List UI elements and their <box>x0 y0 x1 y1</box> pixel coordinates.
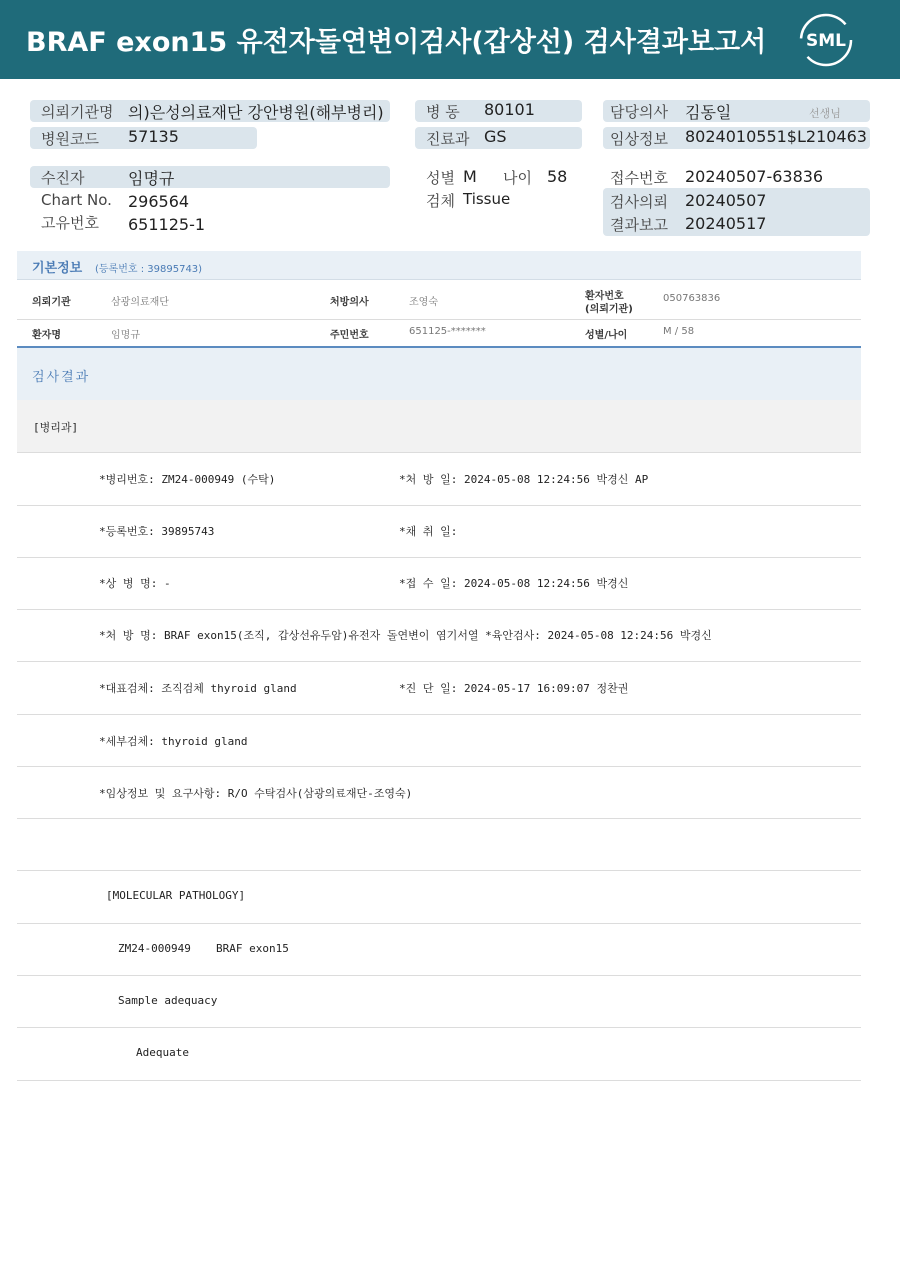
unique-label: 고유번호 <box>41 214 99 232</box>
doctor-label: 담당의사 <box>610 103 668 121</box>
mol-case-number: ZM24-000949 <box>118 942 191 955</box>
sml-logo <box>798 12 854 68</box>
patient-name-label: 환자명 <box>32 330 61 341</box>
result-row-3-right: *접 수 일: 2024-05-08 12:24:56 박경신 <box>399 577 629 590</box>
receipt-value: 20240507-63836 <box>685 167 824 186</box>
basic-institution-value: 삼광의료재단 <box>111 297 169 308</box>
request-value: 20240507 <box>685 191 767 210</box>
result-row-1-left: *병리번호: ZM24-000949 (수탁) <box>99 473 276 486</box>
rrn-value: 651125-******* <box>409 326 486 337</box>
clinical-value: 8024010551$L210463 <box>685 127 867 146</box>
results-title: 검사결과 <box>32 370 91 385</box>
report-label: 결과보고 <box>610 216 668 234</box>
result-row-5-left: *대표검체: 조직검체 thyroid gland <box>99 682 297 695</box>
institution-label: 의뢰기관명 <box>41 103 114 121</box>
unique-value: 651125-1 <box>128 215 206 234</box>
receipt-label: 접수번호 <box>610 169 668 187</box>
age-label: 나이 <box>503 169 532 187</box>
dept-band <box>17 400 861 453</box>
result-divider <box>17 609 861 610</box>
sample-adequacy-value: Adequate <box>136 1046 189 1059</box>
result-row-2-right: *채 취 일: <box>399 525 458 538</box>
dept-label: 진료과 <box>426 130 470 148</box>
result-divider <box>17 766 861 767</box>
hospital-code-value: 57135 <box>128 127 179 146</box>
specimen-label: 검체 <box>426 192 455 210</box>
request-label: 검사의뢰 <box>610 193 668 211</box>
doctor-suffix: 선생님 <box>809 107 841 120</box>
result-divider <box>17 1080 861 1081</box>
result-divider <box>17 975 861 976</box>
result-row-2-left: *등록번호: 39895743 <box>99 525 215 538</box>
basic-institution-label: 의뢰기관 <box>32 297 71 308</box>
result-row-1-right: *처 방 일: 2024-05-08 12:24:56 박경신 AP <box>399 473 649 486</box>
result-row-3-left: *상 병 명: - <box>99 577 171 590</box>
sex-value: M <box>463 167 477 186</box>
result-divider <box>17 923 861 924</box>
sex-label: 성별 <box>426 169 455 187</box>
ward-label: 병 동 <box>426 103 460 121</box>
basic-info-header <box>17 251 861 280</box>
rrn-label: 주민번호 <box>330 330 369 341</box>
chart-value: 296564 <box>128 192 190 211</box>
chart-label: Chart No. <box>41 191 112 209</box>
logo-text: SML <box>806 31 846 51</box>
patient-no-value: 050763836 <box>663 293 721 304</box>
result-row-5-right: *진 단 일: 2024-05-17 16:09:07 정찬권 <box>399 682 629 695</box>
molecular-heading: [MOLECULAR PATHOLOGY] <box>106 889 246 902</box>
basic-divider <box>17 319 861 320</box>
sex-age-label: 성별/나이 <box>585 330 628 341</box>
sex-age-value: M / 58 <box>663 326 695 337</box>
basic-info-title: 기본정보 <box>32 261 83 276</box>
dept-label: [병리과] <box>33 421 79 434</box>
results-header <box>17 346 861 402</box>
mol-test-name: BRAF exon15 <box>216 942 289 955</box>
patient-value: 임명규 <box>128 169 175 188</box>
result-divider <box>17 818 861 819</box>
patient-no-label-2: (의뢰기관) <box>585 304 633 315</box>
report-value: 20240517 <box>685 214 767 233</box>
report-header <box>0 0 900 79</box>
doctor-value: 김동일 <box>685 103 732 122</box>
hospital-code-label: 병원코드 <box>41 130 99 148</box>
specimen-value: Tissue <box>463 190 511 208</box>
result-divider <box>17 661 861 662</box>
result-divider <box>17 557 861 558</box>
patient-no-label-1: 환자번호 <box>585 291 624 302</box>
institution-value: 의)은성의료재단 강안병원(해부병리) <box>128 103 384 122</box>
result-row-4-left: *처 방 명: BRAF exon15(조직, 갑상선유두암)유전자 돌연변이 염기서열 *육안검사: 2024-05-08 12:24:56 박경신 <box>99 629 712 642</box>
result-divider <box>17 714 861 715</box>
patient-label: 수진자 <box>41 169 85 187</box>
dept-value: GS <box>484 127 507 146</box>
result-divider <box>17 1027 861 1028</box>
patient-name-value: 임명규 <box>111 330 140 341</box>
sample-adequacy-label: Sample adequacy <box>118 994 218 1007</box>
result-divider <box>17 505 861 506</box>
clinical-label: 임상정보 <box>610 130 668 148</box>
prescriber-label: 처방의사 <box>330 297 369 308</box>
result-row-6-left: *세부검체: thyroid gland <box>99 735 248 748</box>
result-divider <box>17 870 861 871</box>
prescriber-value: 조영숙 <box>409 297 438 308</box>
result-row-7-left: *임상정보 및 요구사항: R/O 수탁검사(삼광의료재단-조영숙) <box>99 787 413 800</box>
basic-info-reg-note: (등록번호 : 39895743) <box>95 264 203 275</box>
age-value: 58 <box>547 167 568 186</box>
report-title: BRAF exon15 유전자돌연변이검사(갑상선) 검사결과보고서 <box>26 27 767 58</box>
ward-value: 80101 <box>484 100 535 119</box>
